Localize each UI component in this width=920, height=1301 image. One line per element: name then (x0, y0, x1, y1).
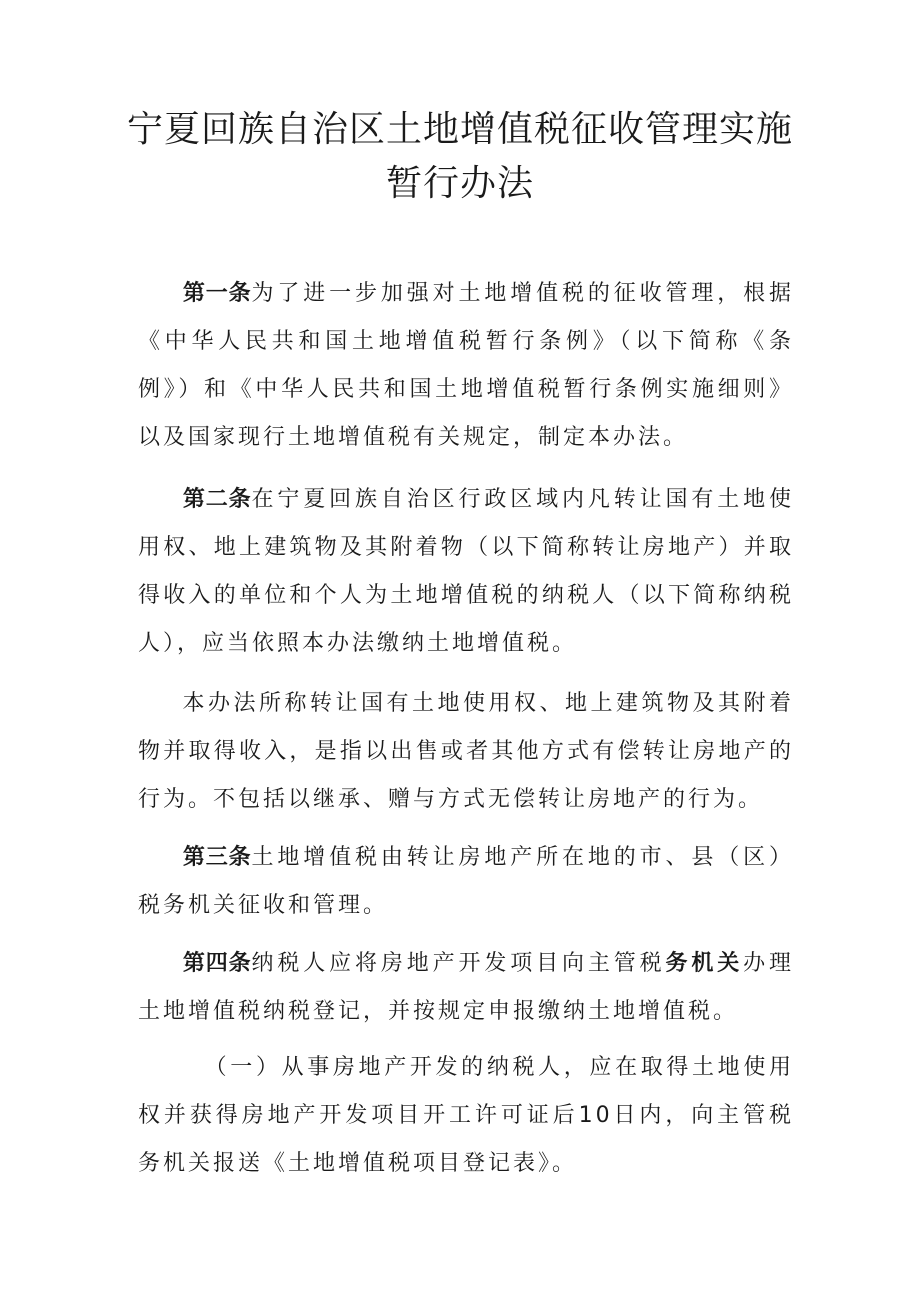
document-title-line-2: 暂行办法 (385, 163, 534, 204)
article-4-item-1 (138, 1044, 794, 1188)
article-4-paragraph (138, 940, 794, 1036)
article-1-paragraph (138, 270, 794, 462)
article-2-sub-text: 本办法所称转让国有土地使用权、地上建筑物及其附着物并取得收入，是指以出售或者其他方式有偿转让房地产的行为。不包括以继承、赠与方式无偿转让房地产的行为。 (138, 691, 794, 812)
article-4-text-bold: 务机关 (665, 951, 744, 976)
article-4-text-after: 办理土地增值税纳税登记，并按规定申报缴纳土地增值税。 (138, 951, 794, 1024)
article-3-heading: 第三条 (182, 845, 252, 870)
article-1-text: 为了进一步加强对土地增值税的征收管理，根据《中华人民共和国土地增值税暂行条例》（以下简称《条例》）和《中华人民共和国土地增值税暂行条例实施细则》以及国家现行土地增值税有关规定，制定本办法。 (138, 281, 794, 450)
article-4-heading: 第四条 (182, 951, 252, 976)
document-title-line-1: 宁夏回族自治区土地增值税征收管理实施 (126, 109, 793, 150)
article-3-paragraph (138, 834, 794, 930)
article-4-text-before: 纳税人应将房地产开发项目向主管税 (251, 951, 666, 976)
article-4-item-1-text: （一）从事房地产开发的纳税人，应在取得土地使用权并获得房地产开发项目开工许可证后10日内，向主管税务机关报送《土地增值税项目登记表》。 (138, 1055, 794, 1176)
article-1-heading: 第一条 (182, 281, 252, 306)
article-2-text: 在宁夏回族自治区行政区域内凡转让国有土地使用权、地上建筑物及其附着物（以下简称转让房地产）并取得收入的单位和个人为土地增值税的纳税人（以下简称纳税人），应当依照本办法缴纳土地增值税。 (138, 487, 794, 656)
article-2-subparagraph (138, 680, 794, 824)
article-2-heading: 第二条 (182, 487, 252, 512)
article-2-paragraph (138, 476, 794, 668)
article-3-text: 土地增值税由转让房地产所在地的市、县（区）税务机关征收和管理。 (138, 845, 794, 918)
